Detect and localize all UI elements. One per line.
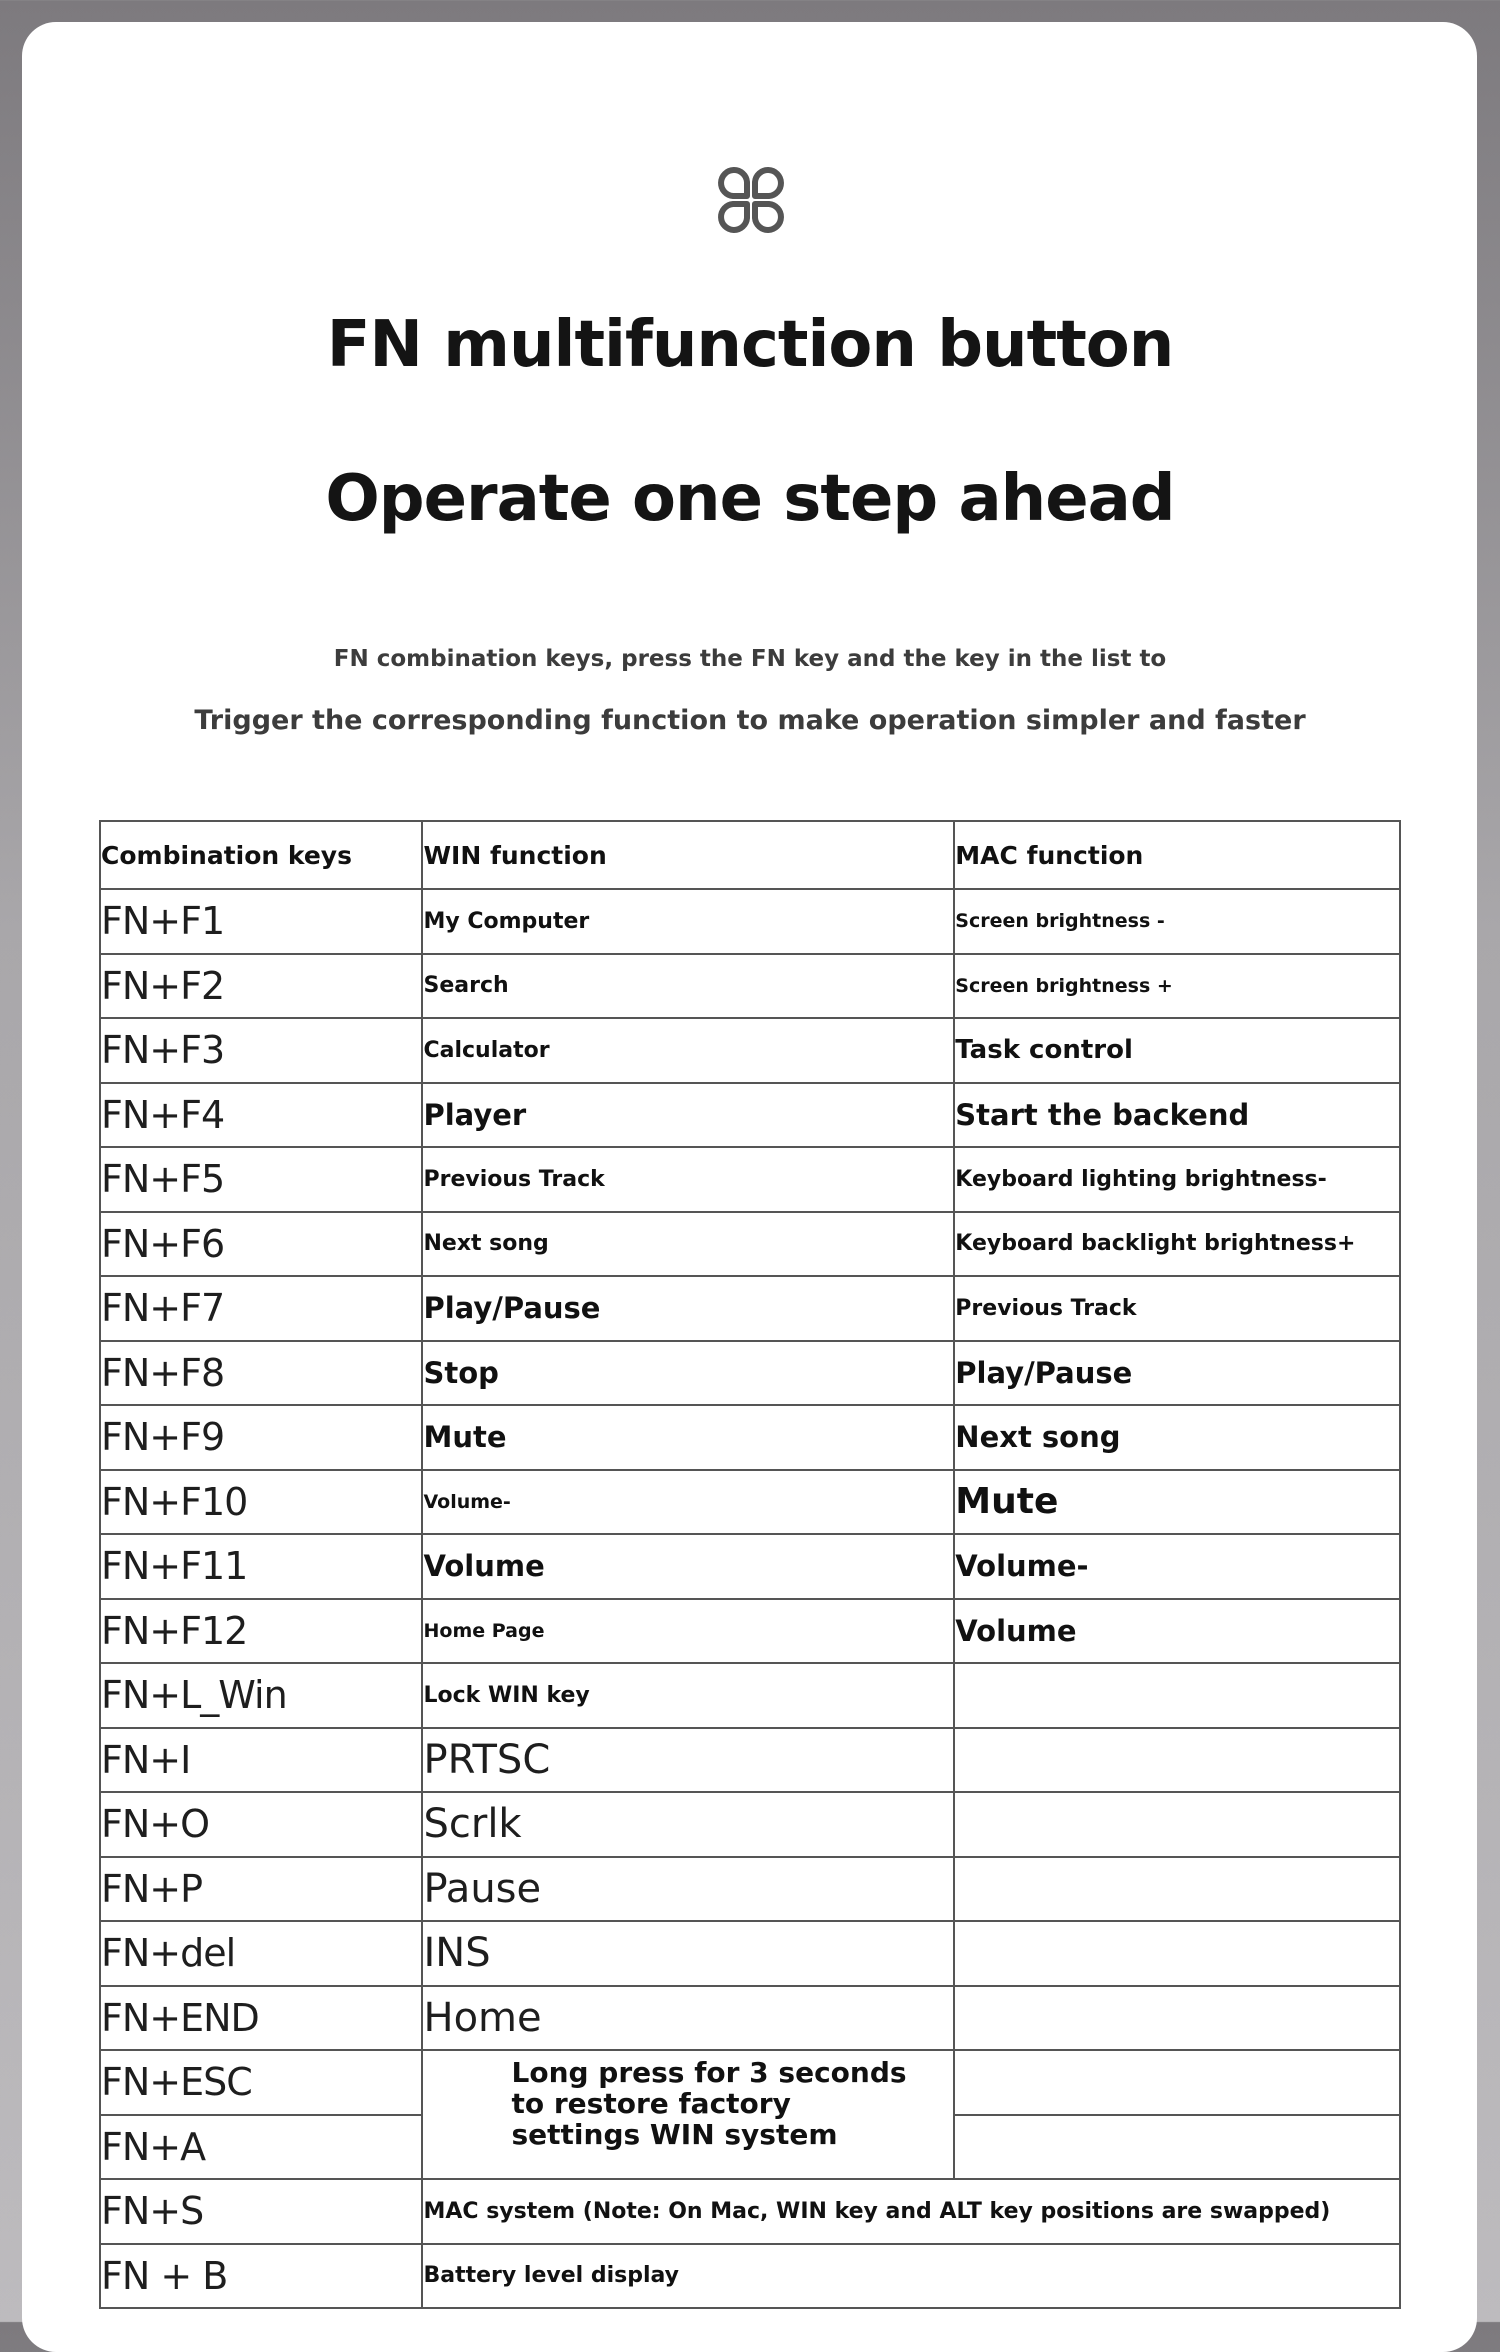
- mac-cell: Start the backend: [954, 1083, 1400, 1148]
- table-row: [100, 2244, 1400, 2309]
- mac-cell: Play/Pause: [954, 1341, 1400, 1406]
- win-cell: Calculator: [422, 1018, 954, 1083]
- mac-cell: [954, 1792, 1400, 1857]
- key-cell: FN+O: [100, 1792, 422, 1857]
- key-cell: FN+F1: [100, 889, 422, 954]
- four-petal-command-icon: [711, 160, 791, 240]
- table-row: [100, 1018, 1400, 1083]
- mac-cell: Next song: [954, 1405, 1400, 1470]
- mac-cell: Screen brightness -: [954, 889, 1400, 954]
- table-row: [100, 1083, 1400, 1148]
- mac-cell: [954, 1857, 1400, 1922]
- table-row: [100, 1921, 1400, 1986]
- key-cell: FN+F10: [100, 1470, 422, 1535]
- mac-cell: Volume-: [954, 1534, 1400, 1599]
- key-cell: FN+A: [100, 2115, 422, 2180]
- key-cell: FN + B: [100, 2244, 422, 2309]
- mac-cell: [954, 2050, 1400, 2115]
- table-row: [100, 1470, 1400, 1535]
- header-mac-function: MAC function: [954, 821, 1400, 889]
- key-cell: FN+F11: [100, 1534, 422, 1599]
- key-cell: FN+I: [100, 1728, 422, 1793]
- key-cell: FN+ESC: [100, 2050, 422, 2115]
- mac-cell: Previous Track: [954, 1276, 1400, 1341]
- win-cell: My Computer: [422, 889, 954, 954]
- table-row: [100, 1276, 1400, 1341]
- key-cell: FN+F3: [100, 1018, 422, 1083]
- win-cell: Lock WIN key: [422, 1663, 954, 1728]
- win-cell: Stop: [422, 1341, 954, 1406]
- win-cell: Search: [422, 954, 954, 1019]
- key-cell: FN+F2: [100, 954, 422, 1019]
- key-cell: FN+END: [100, 1986, 422, 2051]
- mac-cell: Task control: [954, 1018, 1400, 1083]
- key-cell: FN+F7: [100, 1276, 422, 1341]
- key-cell: FN+F6: [100, 1212, 422, 1277]
- table-row: [100, 954, 1400, 1019]
- table-row: [100, 1534, 1400, 1599]
- table-row: [100, 1599, 1400, 1664]
- header-win-function: WIN function: [422, 821, 954, 889]
- table-header-row: [100, 821, 1400, 889]
- mac-cell: Mute: [954, 1470, 1400, 1535]
- mac-cell: Volume: [954, 1599, 1400, 1664]
- table-row: [100, 1147, 1400, 1212]
- key-cell: FN+L_Win: [100, 1663, 422, 1728]
- key-cell: FN+F12: [100, 1599, 422, 1664]
- table-row: [100, 2050, 1400, 2115]
- win-cell: Home Page: [422, 1599, 954, 1664]
- table-row: [100, 889, 1400, 954]
- mac-cell: Keyboard lighting brightness-: [954, 1147, 1400, 1212]
- mac-cell: Screen brightness +: [954, 954, 1400, 1019]
- win-cell: Play/Pause: [422, 1276, 954, 1341]
- description-line-1: FN combination keys, press the FN key and the key in the list to: [333, 646, 1167, 672]
- header-combination-keys: Combination keys: [100, 821, 422, 889]
- fn-key-table: [99, 820, 1401, 2309]
- win-cell: Volume-: [422, 1470, 954, 1535]
- table-row: [100, 1212, 1400, 1277]
- mac-cell: [954, 1728, 1400, 1793]
- mac-cell: [954, 1921, 1400, 1986]
- key-cell: FN+F9: [100, 1405, 422, 1470]
- table-row: [100, 1341, 1400, 1406]
- table-row: [100, 1857, 1400, 1922]
- key-cell: FN+F4: [100, 1083, 422, 1148]
- win-cell-merged: [422, 2050, 954, 2179]
- key-cell: FN+P: [100, 1857, 422, 1922]
- table-row: [100, 2179, 1400, 2244]
- key-cell: FN+F5: [100, 1147, 422, 1212]
- win-cell: INS: [422, 1921, 954, 1986]
- win-cell: Mute: [422, 1405, 954, 1470]
- key-cell: FN+S: [100, 2179, 422, 2244]
- key-cell: FN+F8: [100, 1341, 422, 1406]
- win-cell: Pause: [422, 1857, 954, 1922]
- win-cell: PRTSC: [422, 1728, 954, 1793]
- win-cell: Scrlk: [422, 1792, 954, 1857]
- key-cell: FN+del: [100, 1921, 422, 1986]
- win-cell-wide: Battery level display: [422, 2244, 1400, 2309]
- win-cell: Next song: [422, 1212, 954, 1277]
- factory-reset-text: Long press for 3 seconds to restore factory settings WIN system: [511, 2056, 907, 2151]
- win-cell: Player: [422, 1083, 954, 1148]
- table-row: [100, 1792, 1400, 1857]
- table-row: [100, 1663, 1400, 1728]
- table-row: [100, 1405, 1400, 1470]
- table-row: [100, 1728, 1400, 1793]
- page-title: FN multifunction button: [326, 308, 1174, 382]
- win-cell: Volume: [422, 1534, 954, 1599]
- table-row: [100, 1986, 1400, 2051]
- mac-cell: Keyboard backlight brightness+: [954, 1212, 1400, 1277]
- mac-cell: [954, 2115, 1400, 2180]
- win-cell-wide: MAC system (Note: On Mac, WIN key and ALT key positions are swapped): [422, 2179, 1400, 2244]
- mac-cell: [954, 1986, 1400, 2051]
- description-line-2: Trigger the corresponding function to make operation simpler and faster: [194, 705, 1306, 736]
- mac-cell: [954, 1663, 1400, 1728]
- win-cell: Previous Track: [422, 1147, 954, 1212]
- win-cell: Home: [422, 1986, 954, 2051]
- page-subtitle-heading: Operate one step ahead: [325, 462, 1175, 536]
